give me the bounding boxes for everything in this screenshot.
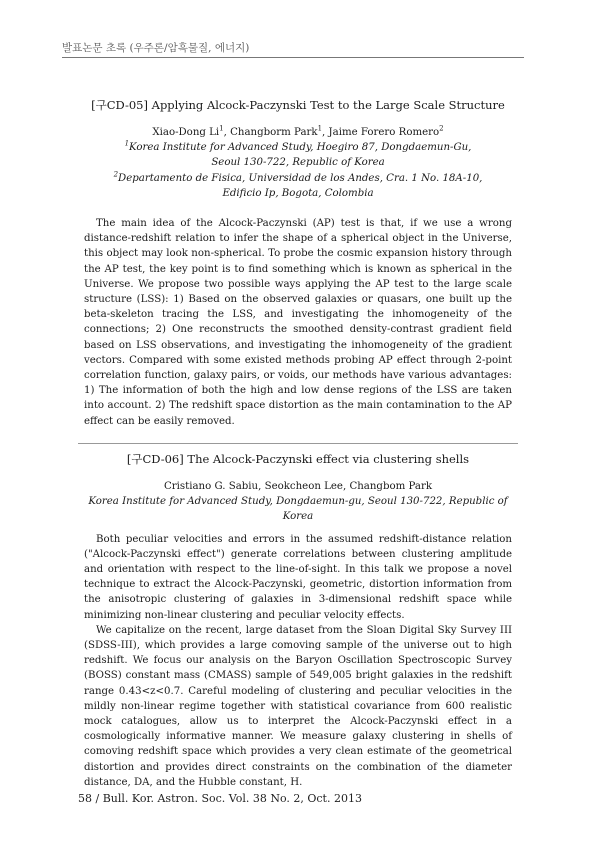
abstract-paragraph: Both peculiar velocities and errors in the assumed redshift-distance relation ("Alcock-Paczynski effect") generate correlations between clustering amplitude and orientation with respect to the line-of-sight. In this talk we propose a novel technique to extract the Alcock-Paczynski, geometric, distortion information from the anisotropic clustering of galaxies in 3-dimensional redshift space while minimizing non-linear clustering and peculiar velocity effects. xyxy=(84,533,512,621)
affiliation-2 xyxy=(84,171,512,201)
author-affiliation-mark: 1 xyxy=(317,124,323,133)
affiliation xyxy=(84,494,512,524)
author-affiliation-mark: 1 xyxy=(219,124,224,133)
author-name: Xiao-Dong Li xyxy=(152,127,220,138)
abstract-title: [구CD-05] Applying Alcock-Paczynski Test to the Large Scale Structure xyxy=(91,98,505,112)
running-header: 발표논문 초록 (우주론/암흑물질, 에너지) xyxy=(62,42,250,54)
abstract-cd06 xyxy=(84,451,512,790)
abstract-body xyxy=(84,216,512,429)
affiliation-line: Departamento de Fisica, Universidad de los Andes, Cra. 1 No. 18A-10, xyxy=(118,172,483,184)
affiliation-line: Korea Institute for Advanced Study, Dongdaemun-gu, Seoul 130-722, Republic of xyxy=(88,496,508,508)
author-affiliation-mark: 2 xyxy=(439,124,444,133)
author-list: Xiao-Dong Li$^1$, Changborm Park$^1$, Jaime Forero Romero$^2$ xyxy=(152,124,444,138)
affiliation-mark: 1 xyxy=(124,139,130,148)
affiliation-1 xyxy=(84,140,512,170)
author-list: Cristiano G. Sabiu, Seokcheon Lee, Changbom Park xyxy=(163,481,433,492)
affiliation-line: Korea xyxy=(282,511,314,523)
abstract-paragraph: The main idea of the Alcock-Paczynski (AP) test is that, if we use a wrong distance-redshift relation to infer the shape of a spherical object in the Universe, this object may look non-spherical. To probe the cosmic expansion history through the AP test, the key point is to find something which is known as spherical in the Universe. We propose two possible ways applying the AP test to the large scale structure (LSS): 1) Based on the observed galaxies or quasars, one built up the beta-skeleton tracing the LSS, and investigating the inhomogeneity of the connections; 2) One reconstructs the smoothed density-contrast gradient field based on LSS observations, and investigating the inhomogeneity of the gradient vectors. Compared with some existed methods probing AP effect through 2-point correlation function, galaxy pairs, or voids, our methods have various advantages: 1) The information of both the high and low dense regions of the LSS are taken into account. 2) The redshift space distortion as the main contamination to the AP effect can be easily removed. xyxy=(84,218,512,427)
affiliation-line: Seoul 130-722, Republic of Korea xyxy=(211,157,385,169)
abstract-cd05 xyxy=(84,97,512,429)
abstract-title: [구CD-06] The Alcock-Paczynski effect via clustering shells xyxy=(126,452,470,466)
author-name: Changborm Park xyxy=(230,127,318,138)
affiliation-line: Edificio Ip, Bogota, Colombia xyxy=(222,187,374,199)
abstract-paragraph: We capitalize on the recent, large dataset from the Sloan Digital Sky Survey III (SDSS-III), which provides a large comoving sample of the universe out to high redshift. We focus our analysis on the Baryon Oscillation Spectroscopic Survey (BOSS) constant mass (CMASS) sample of 549,005 bright galaxies in the redshift range 0.43<z<0.7. Careful modeling of clustering and peculiar velocities in the mildly non-linear regime together with statistical covariance from 600 realistic mock catalogues, allow us to interpret the Alcock-Paczynski effect in a cosmologically informative manner. We measure galaxy clustering in shells of comoving redshift space which provides a very clean estimate of the geometrical distortion and provides direct constraints on the combination of the diameter distance, DA, and the Hubble constant, H. xyxy=(84,624,512,788)
header-rule xyxy=(62,57,524,58)
affiliation-line: Korea Institute for Advanced Study, Hoegiro 87, Dongdaemun-Gu, xyxy=(129,142,472,154)
affiliation-mark: 2 xyxy=(113,170,119,179)
section-divider xyxy=(78,443,518,444)
page-footer: 58 / Bull. Kor. Astron. Soc. Vol. 38 No. 2, Oct. 2013 xyxy=(78,792,362,805)
abstract-body xyxy=(84,532,512,790)
author-name: Jaime Forero Romero xyxy=(328,127,440,138)
